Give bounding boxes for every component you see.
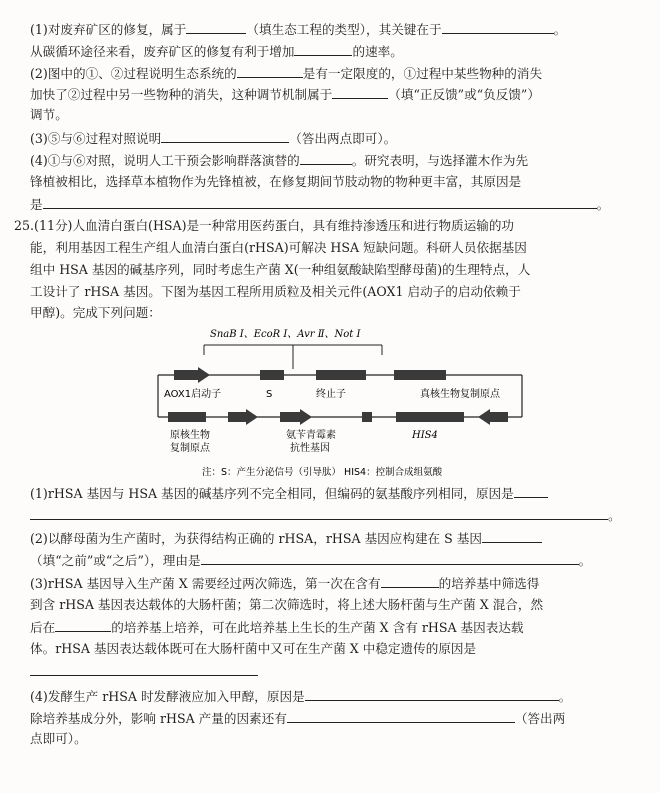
amp-label-2: 抗性基因 bbox=[290, 443, 330, 454]
q25-s3-line4: 体。rHSA 基因表达载体既可在大肠杆菌中又可在生产菌 X 中稳定遗传的原因是 bbox=[30, 641, 477, 656]
q24-part1-line2: 从碳循环途径来看，废弃矿区的修复有利于增加 的速率。 bbox=[30, 44, 403, 59]
q25-s2-line1: (2)以酵母菌为生产菌时，为获得结构正确的 rHSA，rHSA 基因应构建在 S 基因 bbox=[30, 530, 542, 547]
amp-resistance-arrow-2 bbox=[280, 409, 312, 425]
answer-blank[interactable] bbox=[201, 552, 579, 565]
aox1-label: AOX1启动子 bbox=[164, 389, 222, 400]
answer-blank[interactable] bbox=[482, 530, 542, 543]
diagram-note: 注：S：产生分泌信号（引导肽） HIS4：控制合成组氨酸 bbox=[202, 467, 443, 478]
answer-blank[interactable] bbox=[514, 485, 548, 498]
answer-line[interactable] bbox=[30, 675, 258, 676]
answer-blank[interactable] bbox=[300, 152, 352, 165]
q24-part2-line3: 调节。 bbox=[30, 107, 68, 122]
q24-part4-line3: 是 。 bbox=[30, 197, 610, 212]
answer-blank[interactable] bbox=[237, 65, 303, 78]
q24-part4-line1: (4)①与⑥对照，说明人工干预会影响群落演替的 。研究表明，与选择灌木作为先 bbox=[30, 153, 529, 168]
q25-s1-line1: (1)rHSA 基因与 HSA 基因的碱基序列不完全相同，但编码的氨基酸序列相同，原因是 bbox=[30, 485, 548, 502]
answer-blank[interactable] bbox=[30, 507, 608, 520]
q24-part2-line2: 加快了②过程中另一些物种的消失，这种调节机制属于 （填“正反馈”或“负反馈”） bbox=[30, 87, 540, 102]
answer-blank[interactable] bbox=[186, 21, 246, 34]
amp-resistance-arrow-1 bbox=[228, 409, 258, 425]
terminator-box bbox=[316, 370, 366, 380]
q25-s3-line2: 到含 rHSA 基因表达载体的大肠杆菌；第二次筛选时，将上述大肠杆菌与生产菌 X 混合，然 bbox=[30, 597, 544, 612]
q25-s3-line1: (3)rHSA 基因导入生产菌 X 需要经过两次筛选，第一次在含有 的培养基中筛选得 bbox=[30, 576, 540, 591]
his4-box bbox=[396, 412, 464, 422]
terminator-label: 终止子 bbox=[316, 389, 346, 400]
q25-s4-line1: (4)发酵生产 rHSA 时发酵液应加入甲醇，原因是 。 bbox=[30, 689, 572, 704]
s-label: S bbox=[266, 389, 273, 400]
aox1-promoter-arrow bbox=[174, 367, 210, 383]
plasmid-diagram bbox=[150, 323, 530, 483]
answer-blank[interactable] bbox=[287, 710, 515, 723]
q24-part2-line1: (2)图中的①、②过程说明生态系统的 是有一定限度的，①过程中某些物种的消失 bbox=[30, 66, 543, 81]
restriction-sites-label: SnaB Ⅰ、EcoR Ⅰ、Avr Ⅱ、Not Ⅰ bbox=[210, 329, 361, 340]
s-gene-box bbox=[260, 370, 284, 380]
q24-part4-line2: 锋植被相比，选择草本植物作为先锋植被，在修复期间节肢动物的物种更丰富，其原因是 bbox=[30, 174, 522, 189]
answer-blank[interactable] bbox=[161, 130, 289, 143]
q25-intro-line1: 25.(11分)人血清白蛋白(HSA)是一种常用医药蛋白，具有维持渗透压和进行物质运输的功 bbox=[14, 218, 515, 233]
amp-label-1: 氨苄青霉素 bbox=[286, 430, 336, 441]
answer-blank[interactable] bbox=[305, 688, 559, 701]
q25-s1-line2: 。 bbox=[30, 507, 621, 524]
answer-blank[interactable] bbox=[381, 575, 439, 588]
answer-blank[interactable] bbox=[442, 21, 554, 34]
answer-blank[interactable] bbox=[294, 43, 352, 56]
his4-label: HIS4 bbox=[412, 430, 438, 441]
prokaryotic-ori-box bbox=[168, 412, 206, 422]
q24-part1-line1: (1)对废弃矿区的修复，属于 （填生态工程的类型），其关键在于 。 bbox=[30, 22, 567, 37]
q24-part3: (3)⑤与⑥过程对照说明 （答出两点即可）。 bbox=[30, 131, 397, 146]
answer-blank[interactable] bbox=[43, 196, 597, 209]
q25-s2-line2: （填“之前”或“之后”），理由是 。 bbox=[30, 553, 592, 568]
answer-blank[interactable] bbox=[55, 619, 111, 632]
answer-blank[interactable] bbox=[332, 86, 388, 99]
q25-intro-line4: 工设计了 rHSA 基因。下图为基因工程所用质粒及相关元件(AOX1 启动子的启动依赖于 bbox=[30, 284, 521, 299]
prok-ori-label-1: 原核生物 bbox=[170, 430, 210, 441]
q25-s4-line2: 除培养基成分外，影响 rHSA 产量的因素还有 （答出两 bbox=[30, 711, 566, 726]
eukaryotic-ori-label: 真核生物复制原点 bbox=[420, 389, 500, 400]
q25-s4-line3: 点即可）。 bbox=[30, 731, 87, 746]
q25-intro-line2: 能，利用基因工程生产组人血清白蛋白(rHSA)可解决 HSA 短缺问题。科研人员依据基因 bbox=[30, 240, 527, 255]
prok-ori-label-2: 复制原点 bbox=[170, 443, 210, 454]
q25-intro-line3: 组中 HSA 基因的碱基序列，同时考虑生产菌 X(一种组氨酸缺陷型酵母菌)的生理特点，人 bbox=[30, 262, 531, 277]
small-element-box bbox=[362, 412, 372, 422]
q25-intro-line5: 甲醇)。完成下列问题： bbox=[30, 305, 161, 320]
q25-s3-line3: 后在 的培养基上培养，可在此培养基上生长的生产菌 X 含有 rHSA 基因表达载 bbox=[30, 620, 524, 635]
reverse-arrow bbox=[478, 409, 508, 425]
eukaryotic-ori-box bbox=[394, 370, 446, 380]
